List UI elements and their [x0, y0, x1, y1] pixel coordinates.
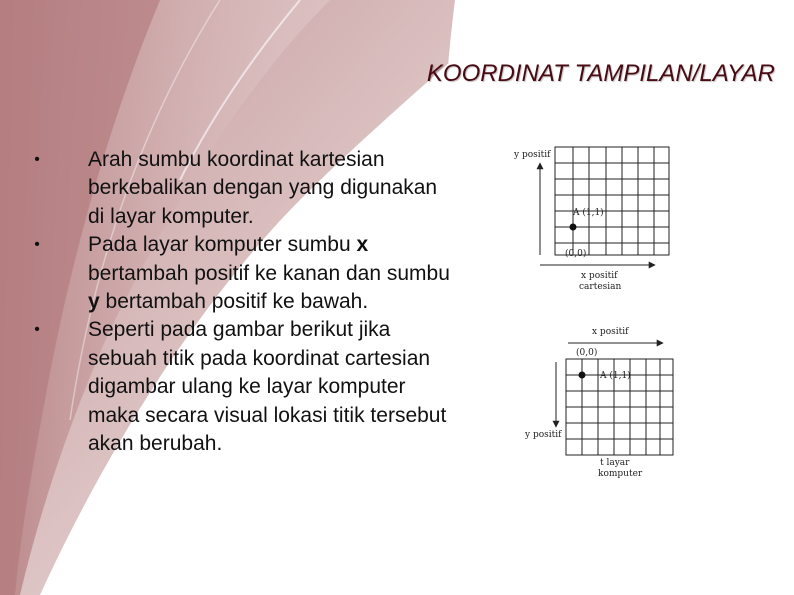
x-axis-label: x positif — [581, 271, 618, 281]
bullet-item-3 — [30, 316, 450, 458]
bullet-text-1: Arah sumbu koordinat kartesian berkebalikan dengan yang digunakan di layar komputer. — [88, 148, 438, 228]
slide-title: KOORDINAT TAMPILAN/LAYAR — [426, 60, 775, 87]
y-axis-term: y — [88, 290, 100, 314]
cartesian-figure — [485, 125, 675, 305]
bullet-text-3: Seperti pada gambar berikut jika sebuah titik pada koordinat cartesian digambar ulang ke layar komputer maka secara visual lokasi titik tersebut akan berubah. — [88, 318, 447, 456]
bullet-text-2a: Pada layar komputer sumbu — [88, 233, 357, 257]
bullet-text-2b: bertambah positif ke kanan dan sumbu — [88, 261, 450, 285]
origin-label: (0,0) — [565, 249, 587, 259]
bullet-item-1 — [30, 146, 450, 231]
bullet-dot-icon: • — [34, 151, 40, 168]
bullet-dot-icon: • — [34, 321, 40, 339]
cartesian-grid — [555, 147, 669, 255]
x-axis-term: x — [356, 233, 369, 257]
y-axis-label: y positif — [525, 430, 562, 440]
bullet-text-2c: bertambah positif ke bawah. — [99, 290, 369, 314]
caption-line2: komputer — [598, 469, 643, 479]
point-a-label: A (1,1) — [573, 208, 604, 218]
point-a-label: A (1,1) — [600, 371, 631, 381]
screen-figure — [520, 322, 675, 488]
bullet-item-2 — [30, 231, 450, 316]
x-axis-label: x positif — [592, 327, 629, 337]
caption-line1: t layar — [600, 458, 630, 468]
point-a — [570, 224, 577, 231]
x-axis-label-line2: cartesian — [579, 282, 622, 292]
bullet-list — [30, 146, 450, 458]
point-a — [579, 372, 586, 379]
origin-label: (0,0) — [576, 348, 598, 358]
y-axis-label: y positif — [514, 150, 551, 160]
bullet-dot-icon: • — [34, 236, 40, 254]
